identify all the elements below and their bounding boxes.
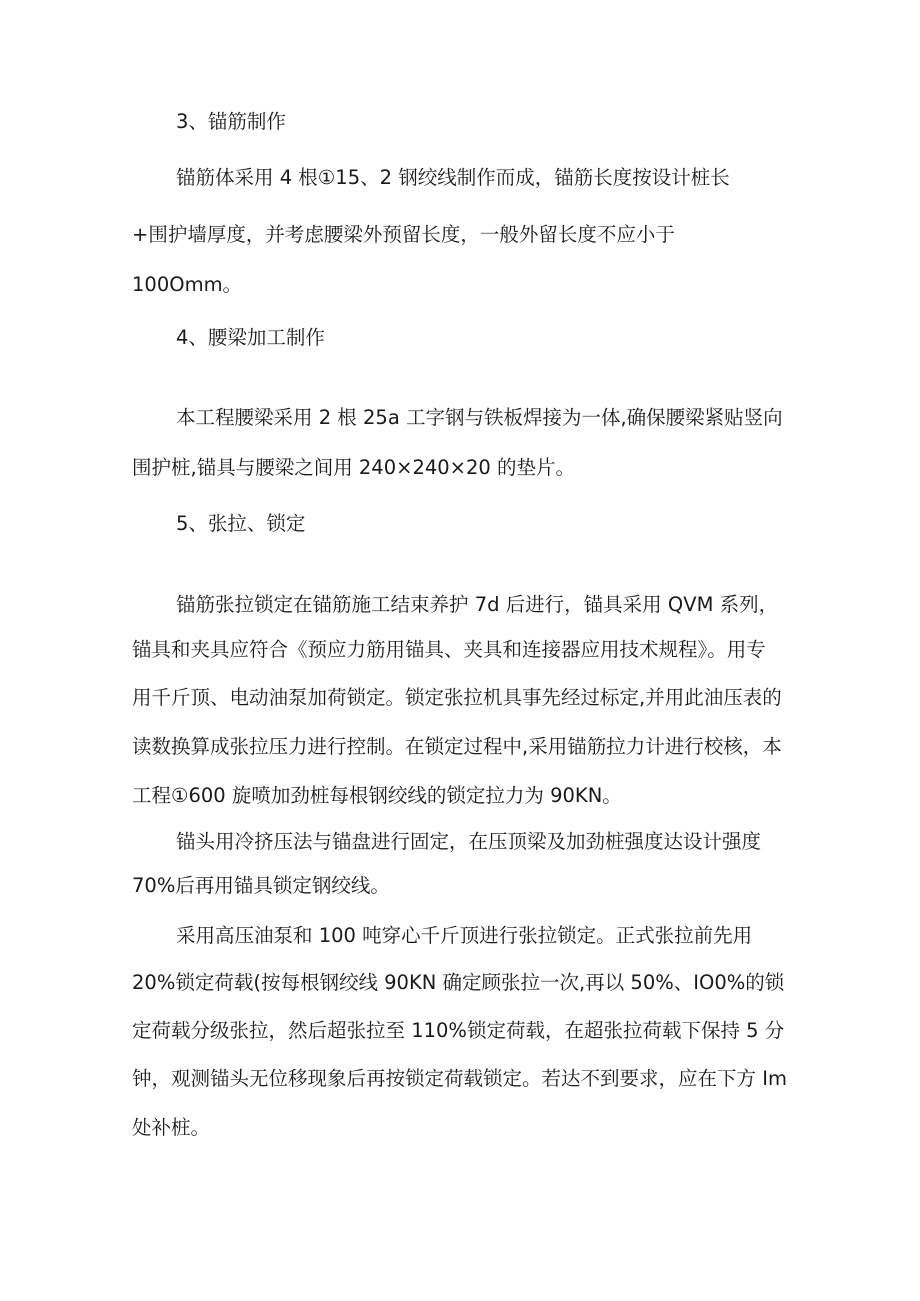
section-5-paragraph-3-line-2: 20%锁定荷载(按每根钢绞线 90KN 确定顾张拉一次,再以 50%、IO0%的锁 xyxy=(132,971,785,994)
section-3-paragraph-line-3: 100Omm。 xyxy=(132,273,243,296)
section-3-paragraph-line-1: 锚筋体采用 4 根①15、2 钢绞线制作而成，锚筋长度按设计桩长 xyxy=(176,166,730,189)
section-4-paragraph-line-1: 本工程腰梁采用 2 根 25a 工字钢与铁板焊接为一体,确保腰梁紧贴竖向 xyxy=(176,406,783,429)
section-5-paragraph-3-line-5: 处补桩。 xyxy=(132,1116,211,1139)
section-5-paragraph-1-line-4: 读数换算成张拉压力进行控制。在锁定过程中,采用锚筋拉力计进行校核，本 xyxy=(132,735,782,758)
section-5-paragraph-2-line-1: 锚头用冷挤压法与锚盘进行固定，在压顶梁及加劲桩强度达设计强度 xyxy=(176,830,762,853)
section-3-heading: 3、锚筋制作 xyxy=(176,110,286,133)
section-5-paragraph-1-line-5: 工程①600 旋喷加劲桩每根钢绞线的锁定拉力为 90KN。 xyxy=(132,784,622,807)
section-5-heading: 5、张拉、锁定 xyxy=(176,512,306,535)
section-5-paragraph-2-line-2: 70%后再用锚具锁定钢绞线。 xyxy=(132,874,390,897)
section-5-paragraph-3-line-3: 定荷载分级张拉，然后超张拉至 110%锁定荷载，在超张拉荷载下保持 5 分 xyxy=(132,1019,785,1042)
section-5-paragraph-3-line-1: 采用高压油泵和 100 吨穿心千斤顶进行张拉锁定。正式张拉前先用 xyxy=(176,924,753,947)
section-4-paragraph-line-2: 围护桩,锚具与腰梁之间用 240×240×20 的垫片。 xyxy=(132,456,576,479)
section-5-paragraph-1-line-1: 锚筋张拉锁定在锚筋施工结束养护 7d 后进行，锚具采用 QVM 系列， xyxy=(176,593,779,616)
section-5-paragraph-3-line-4: 钟，观测锚头无位移现象后再按锁定荷载锁定。若达不到要求，应在下方 Im xyxy=(132,1067,787,1090)
section-4-heading: 4、腰梁加工制作 xyxy=(176,326,325,349)
section-5-paragraph-1-line-2: 锚具和夹具应符合《预应力筋用锚具、夹具和连接器应用技术规程》。用专 xyxy=(132,638,766,661)
section-5-paragraph-1-line-3: 用千斤顶、电动油泵加荷锁定。锁定张拉机具事先经过标定,并用此油压表的 xyxy=(132,686,782,709)
section-3-paragraph-line-2: +围护墙厚度，并考虑腰梁外预留长度，一般外留长度不应小于 xyxy=(132,223,675,246)
